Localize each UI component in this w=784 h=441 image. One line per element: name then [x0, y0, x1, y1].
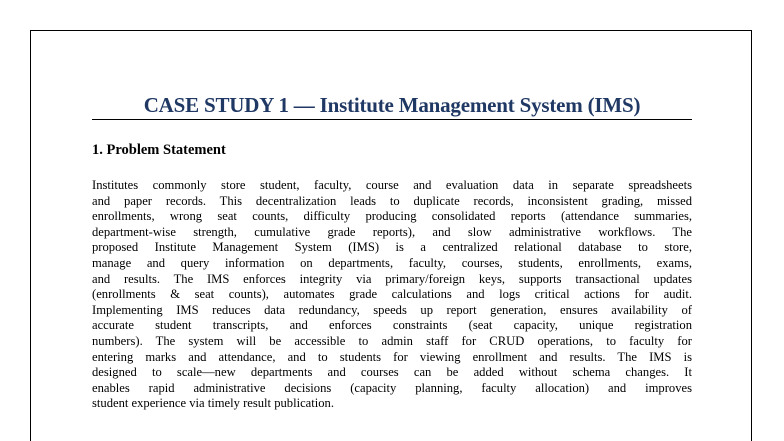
paragraph-line: Institutes commonly store student, faculty, course and evaluation data in separate spreadsheets — [92, 178, 692, 192]
paragraph-line: (enrollments & seat counts), automates grade calculations and logs critical actions for audit. — [92, 287, 692, 302]
title-underline — [92, 119, 692, 120]
paragraph-line: entering marks and attendance, and to students for viewing enrollment and results. The IMS is — [92, 349, 692, 364]
paragraph-line: enables rapid administrative decisions (capacity planning, faculty allocation) and improves — [92, 380, 692, 395]
paragraph-line: accurate student transcripts, and enforces constraints (seat capacity, unique registration — [92, 318, 692, 333]
paragraph-line: and results. The IMS enforces integrity via primary/foreign keys, supports transactional updates — [92, 271, 692, 286]
paragraph-line: student experience via timely result publication. — [92, 396, 335, 411]
page-title: CASE STUDY 1 — Institute Management System (IMS) — [143, 93, 641, 117]
section-heading: 1. Problem Statement — [92, 142, 226, 158]
paragraph-line: and paper records. This decentralization leads to duplicate records, inconsistent grading, missed — [92, 193, 692, 208]
paragraph-line: designed to scale—new departments and courses can be added without schema changes. It — [92, 365, 692, 380]
paragraph-line: enrollments, wrong seat counts, difficulty producing consolidated reports (attendance summaries, — [92, 209, 692, 224]
paragraph-line: numbers). The system will be accessible to admin staff for CRUD operations, to faculty for — [92, 333, 692, 348]
problem-statement-paragraph — [92, 178, 692, 412]
paragraph-line: department-wise strength, cumulative grade reports), and slow administrative workflows. The — [92, 224, 692, 239]
paragraph-line: proposed Institute Management System (IMS) is a centralized relational database to store, — [92, 240, 692, 255]
paragraph-line: manage and query information on departments, faculty, courses, students, enrollments, exams, — [92, 255, 692, 270]
paragraph-line: Implementing IMS reduces data redundancy, speeds up report generation, ensures availability of — [92, 302, 692, 317]
